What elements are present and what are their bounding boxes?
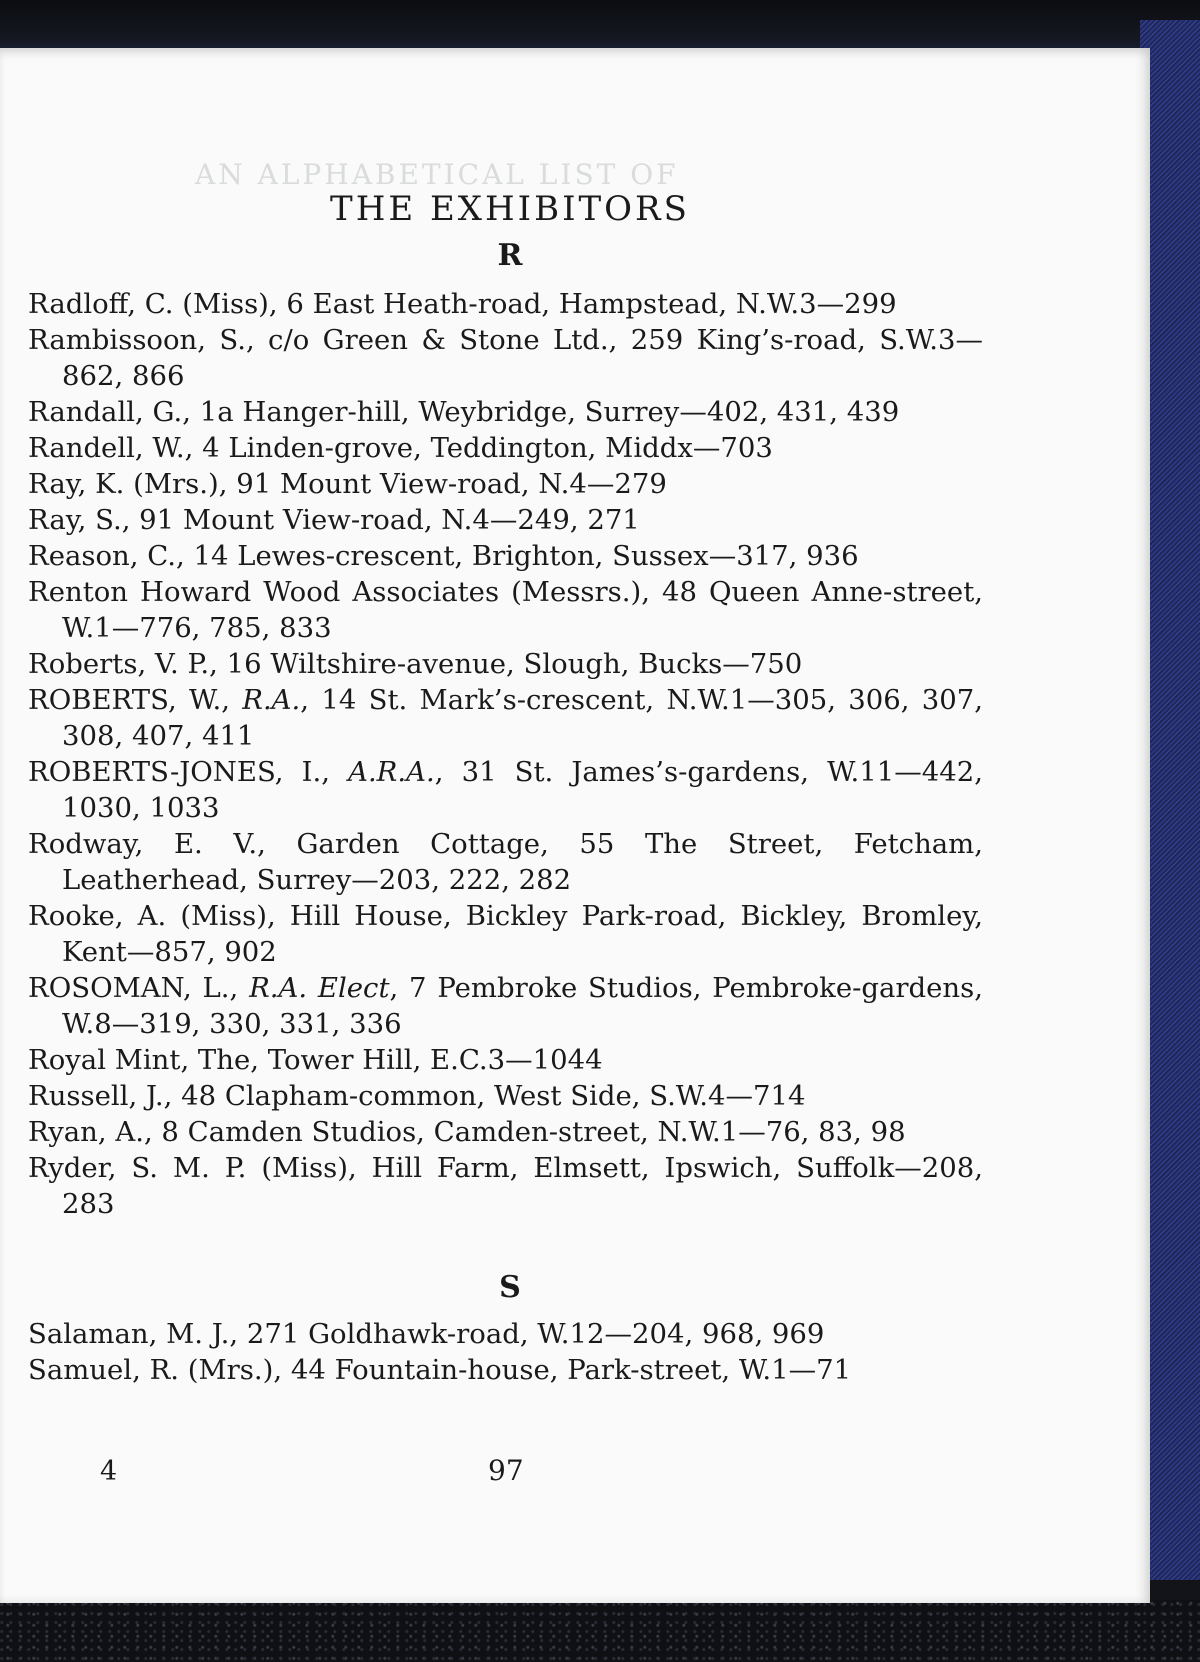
book-page <box>0 48 1150 1603</box>
list-item <box>28 754 983 826</box>
list-item: Randall, G., 1a Hanger-hill, Weybridge, Surrey—402, 431, 439 <box>28 396 900 428</box>
exhibitor-name: ROBERTS-JONES, I., <box>28 756 349 788</box>
list-item: Reason, C., 14 Lewes-crescent, Brighton, Sussex—317, 936 <box>28 540 859 572</box>
list-item: Randell, W., 4 Linden-grove, Teddington, Middx—703 <box>28 432 773 464</box>
exhibitor-details: , 31 St. James’s-gardens, W.11—442, 1030, 1033 <box>62 756 984 824</box>
list-item: Russell, J., 48 Clapham-common, West Side, S.W.4—714 <box>28 1080 806 1112</box>
list-item: Rambissoon, S., c/o Green & Stone Ltd., 259 King’s-road, S.W.3—862, 866 <box>28 324 983 392</box>
list-item: Renton Howard Wood Associates (Messrs.), 48 Queen Anne-street, W.1—776, 785, 833 <box>28 576 983 644</box>
list-item: Ryder, S. M. P. (Miss), Hill Farm, Elmsett, Ipswich, Suffolk—208, 283 <box>28 1152 983 1220</box>
list-item: Salaman, M. J., 271 Goldhawk-road, W.12—204, 968, 969 <box>28 1318 825 1350</box>
section-letter-r: R <box>497 238 523 273</box>
list-item <box>28 970 983 1042</box>
list-item: Royal Mint, The, Tower Hill, E.C.3—1044 <box>28 1044 603 1076</box>
page-title: THE EXHIBITORS <box>330 188 690 229</box>
exhibitor-title: R.A. Elect <box>249 972 390 1004</box>
list-item: Ray, S., 91 Mount View-road, N.4—249, 271 <box>28 504 640 536</box>
page-number: 97 <box>488 1454 524 1487</box>
show-through-text: AN ALPHABETICAL LIST OF <box>195 158 679 191</box>
signature-mark: 4 <box>100 1456 118 1487</box>
book-cover-bottom <box>0 1600 1200 1662</box>
list-item: Radloff, C. (Miss), 6 East Heath-road, Hampstead, N.W.3—299 <box>28 288 897 320</box>
exhibitor-details: , 14 St. Mark’s-crescent, N.W.1—305, 306, 307, 308, 407, 411 <box>62 684 983 752</box>
exhibitor-list-s <box>28 1316 983 1388</box>
exhibitor-name: ROBERTS, W., <box>28 684 243 716</box>
list-item: Ray, K. (Mrs.), 91 Mount View-road, N.4—279 <box>28 468 667 500</box>
exhibitor-list-r <box>28 286 983 1222</box>
list-item: Samuel, R. (Mrs.), 44 Fountain-house, Park-street, W.1—71 <box>28 1354 852 1386</box>
exhibitor-details: , 7 Pembroke Studios, Pembroke-gardens, W.8—319, 330, 331, 336 <box>62 972 983 1040</box>
exhibitor-title: A.R.A. <box>348 756 435 788</box>
list-item: Rooke, A. (Miss), Hill House, Bickley Park-road, Bickley, Bromley, Kent—857, 902 <box>28 900 983 968</box>
list-item <box>28 682 983 754</box>
section-letter-s: S <box>499 1270 521 1305</box>
list-item: Roberts, V. P., 16 Wiltshire-avenue, Slough, Bucks—750 <box>28 648 803 680</box>
exhibitor-name: ROSOMAN, L., <box>28 972 250 1004</box>
list-item: Ryan, A., 8 Camden Studios, Camden-street, N.W.1—76, 83, 98 <box>28 1116 906 1148</box>
list-item: Rodway, E. V., Garden Cottage, 55 The Street, Fetcham, Leatherhead, Surrey—203, 222, 282 <box>28 828 983 896</box>
exhibitor-title: R.A. <box>242 684 301 716</box>
